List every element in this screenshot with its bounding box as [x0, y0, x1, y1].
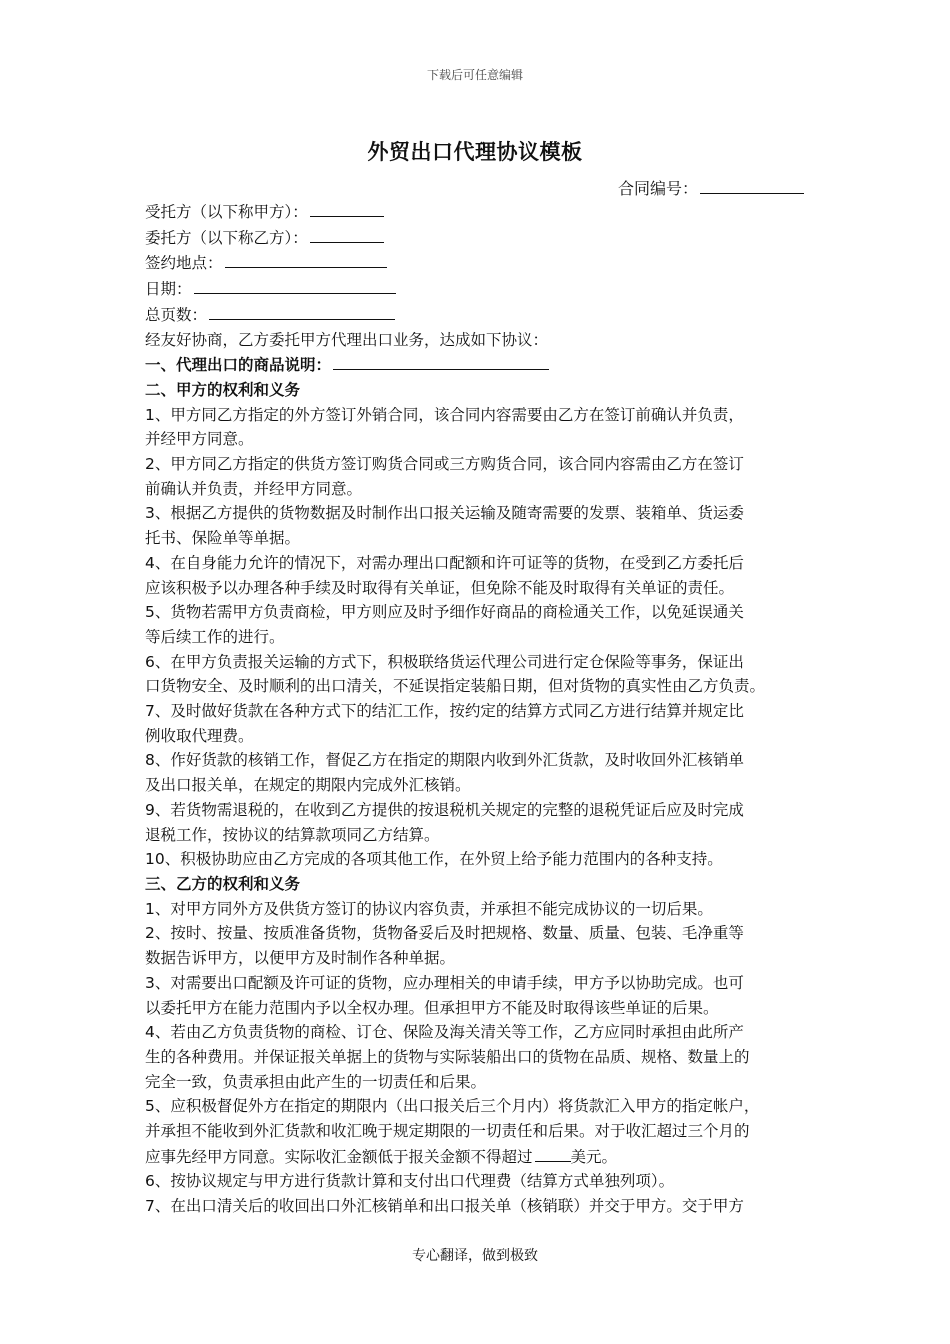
s2-item-3 — [145, 501, 813, 550]
item-line: 3、根据乙方提供的货物数据及时制作出口报关运输及随寄需要的发票、装箱单、货运委 — [145, 504, 744, 523]
s2-item-7 — [145, 699, 813, 748]
s3-item-2 — [145, 921, 813, 970]
field-blank — [225, 250, 387, 268]
page-header: 下载后可任意编辑 — [426, 68, 523, 82]
item-line-suffix: 美元。 — [570, 1147, 618, 1166]
item-line: 前确认并负责，并经甲方同意。 — [145, 479, 363, 498]
item-line: 退税工作，按协议的结算款项同乙方结算。 — [145, 825, 440, 844]
s2-item-8 — [145, 748, 813, 797]
item-line: 并承担不能收到外汇货款和收汇晚于规定期限的一切责任和后果。对于收汇超过三个月的 — [145, 1122, 750, 1141]
field-label: 受托方（以下称甲方）： — [145, 203, 308, 221]
item-line: 5、货物若需甲方负责商检，甲方则应及时予细作好商品的商检通关工作，以免延误通关 — [145, 603, 744, 622]
contract-number-field — [618, 176, 804, 199]
contract-number-label: 合同编号： — [618, 179, 699, 198]
section-2-heading: 二、甲方的权利和义务 — [145, 380, 301, 399]
s2-item-2 — [145, 452, 813, 501]
item-line: 2、甲方同乙方指定的供货方签订购货合同或三方购货合同，该合同内容需由乙方在签订 — [145, 455, 744, 474]
s2-item-1 — [145, 403, 813, 452]
document-body — [145, 199, 813, 1219]
field-blank — [310, 199, 384, 217]
item-line: 数据告诉甲方，以便甲方及时制作各种单据。 — [145, 949, 456, 968]
item-line: 5、应积极督促外方在指定的期限内（出口报关后三个月内）将货款汇入甲方的指定帐户， — [145, 1097, 760, 1116]
item-line: 7、及时做好货款在各种方式下的结汇工作，按约定的结算方式同乙方进行结算并规定比 — [145, 702, 744, 721]
item-line: 1、甲方同乙方指定的外方签订外销合同，该合同内容需要由乙方在签订前确认并负责， — [145, 405, 744, 424]
item-line: 6、按协议规定与甲方进行货款计算和支付出口代理费（结算方式单独列项）。 — [145, 1172, 675, 1191]
s2-item-10 — [145, 847, 813, 872]
item-line: 10、积极协助应由乙方完成的各项其他工作，在外贸上给予能力范围内的各种支持。 — [145, 850, 723, 869]
field-sign-place — [145, 250, 813, 276]
field-principal — [145, 225, 813, 251]
s2-item-6 — [145, 650, 813, 699]
item-line: 3、对需要出口配额及许可证的货物，应办理相关的申请手续，甲方予以协助完成。也可 — [145, 973, 744, 992]
field-label: 总页数： — [145, 305, 208, 324]
field-label: 委托方（以下称乙方）： — [145, 228, 308, 247]
contract-number-blank — [700, 176, 804, 194]
s3-item-3 — [145, 971, 813, 1020]
field-total-pages — [145, 302, 813, 328]
s3-item-4 — [145, 1020, 813, 1094]
amount-blank — [535, 1144, 571, 1162]
item-line: 以委托甲方在能力范围内予以全权办理。但承担甲方不能及时取得该些单证的后果。 — [145, 998, 719, 1017]
item-line: 托书、保险单等单据。 — [145, 529, 301, 548]
item-line: 2、按时、按量、按质准备货物，货物备妥后及时把规格、数量、质量、包装、毛净重等 — [145, 924, 744, 943]
section-1-label: 一、代理出口的商品说明： — [145, 356, 332, 375]
intro-text: 经友好协商，乙方委托甲方代理出口业务，达成如下协议： — [145, 330, 549, 349]
s3-item-1 — [145, 897, 813, 922]
item-line: 等后续工作的进行。 — [145, 627, 285, 646]
item-line: 完全一致，负责承担由此产生的一切责任和后果。 — [145, 1072, 487, 1091]
field-blank — [209, 302, 395, 320]
field-label: 日期： — [145, 280, 192, 299]
section-3-heading: 三、乙方的权利和义务 — [145, 874, 301, 893]
field-blank — [310, 225, 384, 243]
s3-item-5 — [145, 1094, 813, 1169]
s2-item-9 — [145, 798, 813, 847]
item-line: 6、在甲方负责报关运输的方式下，积极联络货运代理公司进行定仓保险等事务，保证出 — [145, 652, 744, 671]
goods-description-blank — [333, 352, 549, 370]
field-label: 签约地点： — [145, 254, 223, 273]
page-footer: 专心翻译，做到极致 — [412, 1248, 538, 1264]
field-trustee — [145, 199, 813, 225]
s2-item-5 — [145, 600, 813, 649]
item-line: 生的各种费用。并保证报关单据上的货物与实际装船出口的货物在品质、规格、数量上的 — [145, 1047, 750, 1066]
item-line-prefix: 应事先经甲方同意。实际收汇金额低于报关金额不得超过 — [145, 1147, 533, 1166]
field-blank — [194, 276, 396, 294]
s3-item-6 — [145, 1169, 813, 1194]
s2-item-4 — [145, 551, 813, 600]
item-line: 例收取代理费。 — [145, 726, 254, 745]
item-line: 1、对甲方同外方及供货方签订的协议内容负责，并承担不能完成协议的一切后果。 — [145, 899, 713, 918]
item-line: 并经甲方同意。 — [145, 430, 254, 449]
document-title: 外贸出口代理协议模板 — [367, 140, 583, 164]
s3-item-7 — [145, 1194, 813, 1219]
item-line: 7、在出口清关后的收回出口外汇核销单和出口报关单（核销联）并交于甲方。交于甲方 — [145, 1197, 744, 1216]
item-line: 口货物安全、及时顺利的出口清关，不延误指定装船日期，但对货物的真实性由乙方负责。 — [145, 677, 766, 696]
item-line: 应该积极予以办理各种手续及时取得有关单证，但免除不能及时取得有关单证的责任。 — [145, 578, 735, 597]
item-line: 及出口报关单，在规定的期限内完成外汇核销。 — [145, 776, 471, 795]
item-line: 4、若由乙方负责货物的商检、订仓、保险及海关清关等工作，乙方应同时承担由此所产 — [145, 1023, 744, 1042]
item-line — [145, 1144, 813, 1170]
section-1-heading — [145, 352, 813, 378]
item-line: 4、在自身能力允许的情况下，对需办理出口配额和许可证等的货物，在受到乙方委托后 — [145, 553, 744, 572]
item-line: 8、作好货款的核销工作，督促乙方在指定的期限内收到外汇货款，及时收回外汇核销单 — [145, 751, 744, 770]
field-date — [145, 276, 813, 302]
item-line: 9、若货物需退税的，在收到乙方提供的按退税机关规定的完整的退税凭证后应及时完成 — [145, 800, 744, 819]
